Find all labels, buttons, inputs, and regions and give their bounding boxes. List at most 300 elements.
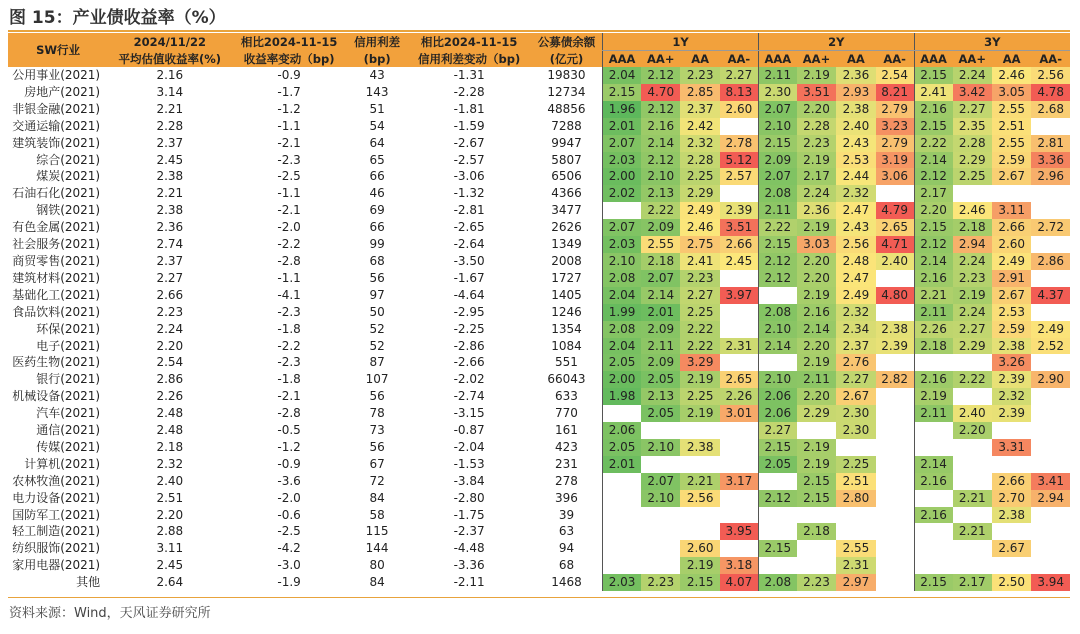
heatmap-cell	[720, 540, 758, 557]
heatmap-cell	[1031, 456, 1070, 473]
yield-cell: 2.88	[156, 524, 184, 539]
yield-change-cell: -2.3	[277, 152, 301, 167]
heatmap-cell	[758, 473, 796, 490]
heatmap-cell: 5.12	[720, 152, 758, 169]
yield-change-cell: -2.2	[277, 338, 301, 353]
balance-cell: 551	[555, 355, 578, 370]
heatmap-cell	[641, 507, 680, 524]
heatmap-cell: 2.55	[992, 101, 1031, 118]
heatmap-cell: 2.20	[797, 253, 836, 270]
yield-change-cell: -1.8	[277, 372, 301, 387]
header-rating: AAA	[603, 51, 641, 68]
heatmap-cell: 2.15	[797, 490, 836, 507]
yield-cell: 2.74	[156, 237, 184, 252]
heatmap-cell: 2.05	[641, 405, 680, 422]
heatmap-cell	[720, 321, 758, 338]
industry-cell: 医药生物(2021)	[12, 355, 101, 370]
heatmap-cell: 2.29	[953, 338, 992, 355]
heatmap-cell: 2.16	[641, 118, 680, 135]
heatmap-cell: 2.14	[758, 338, 796, 355]
heatmap-cell: 2.05	[603, 439, 641, 456]
heatmap-cell: 2.11	[914, 405, 952, 422]
heatmap-cell	[953, 507, 992, 524]
heatmap-cell: 2.22	[953, 371, 992, 388]
spread-cell: 69	[369, 203, 385, 218]
spread-cell: 143	[365, 84, 389, 99]
heatmap-cell: 2.90	[1031, 371, 1070, 388]
industry-cell: 家用电器(2021)	[12, 558, 101, 573]
table-row	[8, 439, 1070, 456]
spread-cell: 46	[369, 186, 385, 201]
heatmap-cell: 2.79	[876, 135, 914, 152]
heatmap-cell	[953, 557, 992, 574]
heatmap-cell	[876, 574, 914, 591]
heatmap-cell: 2.47	[836, 270, 875, 287]
heatmap-cell: 2.08	[603, 321, 641, 338]
heatmap-cell: 2.08	[603, 270, 641, 287]
heatmap-cell: 2.22	[914, 135, 952, 152]
header-spread-top: 信用利差	[347, 33, 408, 51]
spread-change-cell: -2.04	[453, 439, 485, 454]
heatmap-cell: 2.21	[680, 473, 719, 490]
heatmap-cell: 2.10	[758, 321, 796, 338]
heatmap-cell: 2.94	[953, 236, 992, 253]
heatmap-cell: 2.30	[836, 422, 875, 439]
heatmap-cell: 2.78	[720, 135, 758, 152]
heatmap-cell	[680, 507, 719, 524]
spread-cell: 144	[365, 541, 389, 556]
heatmap-cell: 2.40	[953, 405, 992, 422]
heatmap-cell	[1031, 354, 1070, 371]
heatmap-cell: 2.00	[603, 371, 641, 388]
spread-change-cell: -0.87	[453, 423, 485, 438]
yield-cell: 2.20	[156, 507, 184, 522]
yield-cell: 2.51	[156, 490, 184, 505]
header-rating: AA-	[720, 51, 758, 68]
yield-change-cell: -1.9	[277, 575, 301, 590]
heatmap-cell: 2.86	[1031, 253, 1070, 270]
yield-change-cell: -0.9	[277, 456, 301, 471]
industry-cell: 传媒(2021)	[36, 439, 101, 454]
industry-cell: 通信(2021)	[36, 423, 101, 438]
balance-cell: 1349	[551, 237, 582, 252]
balance-cell: 94	[558, 541, 575, 556]
heatmap-cell: 2.28	[680, 152, 719, 169]
heatmap-cell: 2.06	[758, 405, 796, 422]
heatmap-cell	[876, 185, 914, 202]
spread-change-cell: -2.81	[453, 203, 485, 218]
heatmap-cell: 2.04	[603, 338, 641, 355]
heatmap-cell: 2.91	[992, 270, 1031, 287]
spread-change-cell: -3.36	[453, 558, 485, 573]
heatmap-cell: 3.42	[953, 84, 992, 101]
table-row	[8, 185, 1070, 202]
header-group-1y: 1Y	[603, 33, 759, 51]
heatmap-cell: 2.36	[836, 67, 875, 84]
heatmap-cell: 3.31	[992, 439, 1031, 456]
heatmap-cell: 4.71	[876, 236, 914, 253]
heatmap-cell	[1031, 507, 1070, 524]
heatmap-cell	[992, 523, 1031, 540]
heatmap-cell	[914, 540, 952, 557]
heatmap-cell: 2.28	[797, 118, 836, 135]
yield-change-cell: -0.5	[277, 423, 301, 438]
industry-cell: 其他	[76, 575, 101, 590]
table-row	[8, 321, 1070, 338]
heatmap-cell: 2.75	[680, 236, 719, 253]
heatmap-cell	[953, 439, 992, 456]
heatmap-cell: 2.13	[641, 388, 680, 405]
balance-cell: 770	[555, 406, 578, 421]
spread-cell: 43	[369, 68, 385, 82]
heatmap-cell	[914, 523, 952, 540]
table-row	[8, 304, 1070, 321]
heatmap-cell: 2.39	[720, 202, 758, 219]
heatmap-cell: 2.11	[797, 371, 836, 388]
heatmap-cell: 2.07	[758, 168, 796, 185]
spread-change-cell: -1.53	[453, 456, 485, 471]
yield-change-cell: -2.1	[277, 135, 301, 150]
balance-cell: 4366	[551, 186, 582, 201]
heatmap-cell: 2.09	[641, 354, 680, 371]
spread-cell: 66	[369, 169, 385, 184]
spread-change-cell: -3.15	[453, 406, 485, 421]
heatmap-cell: 2.66	[992, 219, 1031, 236]
heatmap-cell	[914, 557, 952, 574]
heatmap-cell: 2.27	[953, 101, 992, 118]
spread-change-cell: -2.67	[453, 135, 485, 150]
heatmap-cell	[876, 270, 914, 287]
heatmap-cell: 3.11	[992, 202, 1031, 219]
header-balance-bot: (亿元)	[531, 51, 603, 68]
heatmap-cell: 3.17	[720, 473, 758, 490]
yield-cell: 2.21	[156, 101, 184, 116]
heatmap-cell: 2.49	[992, 253, 1031, 270]
heatmap-cell: 2.07	[758, 101, 796, 118]
heatmap-cell: 2.19	[797, 354, 836, 371]
heatmap-cell: 2.05	[758, 456, 796, 473]
table-row	[8, 574, 1070, 591]
heatmap-cell: 2.15	[758, 439, 796, 456]
heatmap-cell	[876, 388, 914, 405]
industry-cell: 房地产(2021)	[24, 84, 101, 99]
heatmap-cell: 2.82	[876, 371, 914, 388]
yield-cell: 2.24	[156, 321, 184, 336]
heatmap-cell: 2.20	[797, 270, 836, 287]
heatmap-cell	[836, 523, 875, 540]
heatmap-cell	[641, 456, 680, 473]
heatmap-cell: 2.70	[992, 490, 1031, 507]
industry-cell: 纺织服饰(2021)	[12, 541, 101, 556]
header-spread-chg-bot: 信用利差变动（bp)	[407, 51, 530, 68]
heatmap-cell: 2.23	[680, 270, 719, 287]
heatmap-cell: 2.19	[953, 287, 992, 304]
industry-cell: 机械设备(2021)	[12, 389, 101, 404]
spread-cell: 56	[369, 389, 385, 404]
table-row	[8, 523, 1070, 540]
heatmap-cell: 2.52	[1031, 338, 1070, 355]
heatmap-cell	[992, 422, 1031, 439]
heatmap-cell	[1031, 405, 1070, 422]
heatmap-cell: 2.80	[836, 490, 875, 507]
balance-cell: 63	[558, 524, 575, 539]
heatmap-cell	[1031, 523, 1070, 540]
heatmap-cell: 4.37	[1031, 287, 1070, 304]
heatmap-cell: 2.54	[876, 67, 914, 84]
heatmap-cell: 2.38	[992, 338, 1031, 355]
heatmap-cell: 2.12	[641, 152, 680, 169]
table-row	[8, 507, 1070, 524]
yield-cell: 2.28	[156, 118, 184, 133]
heatmap-cell: 2.55	[641, 236, 680, 253]
yield-cell: 2.36	[156, 220, 184, 235]
heatmap-cell	[876, 456, 914, 473]
header-yield-date: 2024/11/22	[108, 33, 231, 51]
heatmap-cell: 2.07	[641, 473, 680, 490]
industry-cell: 煤炭(2021)	[36, 169, 101, 184]
heatmap-cell: 2.27	[680, 287, 719, 304]
spread-cell: 58	[369, 507, 385, 522]
heatmap-cell: 3.51	[720, 219, 758, 236]
heatmap-cell	[876, 405, 914, 422]
industry-cell: 交通运输(2021)	[12, 118, 101, 133]
yield-change-cell: -4.2	[277, 541, 301, 556]
yield-change-cell: -1.2	[277, 101, 301, 116]
heatmap-cell: 3.18	[720, 557, 758, 574]
heatmap-cell: 2.18	[953, 219, 992, 236]
heatmap-cell	[758, 557, 796, 574]
heatmap-cell: 2.14	[641, 135, 680, 152]
heatmap-cell: 2.11	[758, 202, 796, 219]
heatmap-cell: 2.25	[953, 168, 992, 185]
heatmap-cell	[758, 507, 796, 524]
heatmap-cell: 2.19	[797, 152, 836, 169]
yield-change-cell: -3.6	[277, 473, 301, 488]
heatmap-cell: 2.06	[758, 388, 796, 405]
heatmap-cell	[876, 439, 914, 456]
heatmap-cell: 2.60	[680, 540, 719, 557]
heatmap-cell	[603, 490, 641, 507]
heatmap-cell: 2.22	[641, 202, 680, 219]
heatmap-cell: 2.66	[992, 473, 1031, 490]
heatmap-cell: 2.21	[953, 490, 992, 507]
heatmap-cell: 2.49	[836, 287, 875, 304]
heatmap-cell: 2.56	[836, 236, 875, 253]
heatmap-cell: 2.60	[720, 101, 758, 118]
table-row	[8, 354, 1070, 371]
table-row	[8, 67, 1070, 84]
heatmap-cell: 2.47	[836, 202, 875, 219]
spread-cell: 56	[369, 270, 385, 285]
heatmap-cell: 2.27	[836, 371, 875, 388]
yield-change-cell: -1.2	[277, 439, 301, 454]
heatmap-cell: 2.34	[836, 321, 875, 338]
heatmap-cell: 8.21	[876, 84, 914, 101]
heatmap-cell: 2.68	[1031, 101, 1070, 118]
heatmap-cell	[953, 354, 992, 371]
heatmap-cell: 2.23	[953, 270, 992, 287]
yield-cell: 2.64	[156, 575, 184, 590]
header-group-3y: 3Y	[914, 33, 1070, 51]
yield-change-cell: -2.8	[277, 406, 301, 421]
table-row	[8, 388, 1070, 405]
heatmap-cell: 2.24	[953, 67, 992, 84]
yield-cell: 2.54	[156, 355, 184, 370]
balance-cell: 66043	[547, 372, 586, 387]
heatmap-cell: 2.15	[603, 84, 641, 101]
heatmap-cell	[1031, 118, 1070, 135]
yield-change-cell: -1.7	[277, 84, 301, 99]
heatmap-cell	[1031, 557, 1070, 574]
heatmap-cell	[641, 523, 680, 540]
heatmap-cell: 2.38	[876, 321, 914, 338]
balance-cell: 19830	[547, 68, 586, 82]
heatmap-cell: 2.23	[680, 67, 719, 84]
balance-cell: 5807	[551, 152, 582, 167]
heatmap-cell: 2.46	[992, 67, 1031, 84]
heatmap-cell: 2.59	[992, 152, 1031, 169]
heatmap-cell: 2.49	[680, 202, 719, 219]
heatmap-cell: 1.96	[603, 101, 641, 118]
yield-cell: 2.26	[156, 389, 184, 404]
heatmap-cell	[1031, 236, 1070, 253]
industry-cell: 有色金属(2021)	[12, 220, 101, 235]
header-spread-bot: (bp)	[347, 51, 408, 68]
heatmap-cell	[603, 557, 641, 574]
heatmap-cell	[1031, 304, 1070, 321]
heatmap-cell: 2.11	[641, 338, 680, 355]
heatmap-cell: 2.31	[836, 557, 875, 574]
table-row	[8, 152, 1070, 169]
balance-cell: 1354	[551, 321, 582, 336]
yield-cell: 2.18	[156, 439, 184, 454]
spread-cell: 52	[369, 321, 385, 336]
heatmap-cell	[953, 388, 992, 405]
yield-cell: 3.14	[156, 84, 184, 99]
heatmap-cell	[1031, 270, 1070, 287]
heatmap-cell: 4.78	[1031, 84, 1070, 101]
industry-cell: 食品饮料(2021)	[12, 304, 101, 319]
heatmap-cell: 2.18	[641, 253, 680, 270]
heatmap-cell	[758, 287, 796, 304]
yield-cell: 2.38	[156, 203, 184, 218]
heatmap-cell	[720, 304, 758, 321]
heatmap-cell: 2.41	[914, 84, 952, 101]
heatmap-cell: 2.02	[603, 185, 641, 202]
heatmap-cell: 2.94	[1031, 490, 1070, 507]
heatmap-cell: 2.32	[836, 304, 875, 321]
heatmap-cell: 2.79	[876, 101, 914, 118]
heatmap-cell: 2.27	[720, 67, 758, 84]
heatmap-cell: 2.53	[836, 152, 875, 169]
heatmap-cell: 2.59	[992, 321, 1031, 338]
spread-cell: 65	[369, 152, 385, 167]
spread-cell: 52	[369, 338, 385, 353]
industry-cell: 商贸零售(2021)	[12, 253, 101, 268]
spread-cell: 64	[369, 135, 385, 150]
yield-cell: 2.37	[156, 253, 184, 268]
heatmap-cell: 2.05	[641, 371, 680, 388]
table-row	[8, 253, 1070, 270]
heatmap-cell	[797, 557, 836, 574]
heatmap-cell: 2.10	[641, 439, 680, 456]
heatmap-cell: 2.28	[953, 135, 992, 152]
heatmap-cell: 4.07	[720, 574, 758, 591]
heatmap-cell: 2.15	[797, 473, 836, 490]
spread-cell: 80	[369, 558, 385, 573]
heatmap-cell: 2.09	[758, 152, 796, 169]
heatmap-cell: 2.12	[641, 67, 680, 84]
heatmap-cell	[641, 422, 680, 439]
table-row	[8, 219, 1070, 236]
heatmap-cell: 2.07	[641, 270, 680, 287]
spread-change-cell: -1.75	[453, 507, 485, 522]
header-rating: AA	[992, 51, 1031, 68]
heatmap-cell	[720, 270, 758, 287]
balance-cell: 1727	[551, 270, 582, 285]
yield-cell: 2.45	[156, 558, 184, 573]
heatmap-cell	[797, 540, 836, 557]
heatmap-cell: 2.67	[992, 287, 1031, 304]
heatmap-cell: 2.27	[953, 321, 992, 338]
heatmap-cell: 2.16	[914, 473, 952, 490]
heatmap-cell	[720, 118, 758, 135]
heatmap-cell	[953, 540, 992, 557]
yield-cell: 2.48	[156, 406, 184, 421]
heatmap-cell	[720, 456, 758, 473]
heatmap-cell: 2.26	[914, 321, 952, 338]
yield-change-cell: -3.0	[277, 558, 301, 573]
industry-cell: 银行(2021)	[36, 372, 101, 387]
heatmap-cell: 2.23	[641, 574, 680, 591]
spread-change-cell: -2.74	[453, 389, 485, 404]
heatmap-cell	[603, 523, 641, 540]
heatmap-cell: 2.50	[992, 574, 1031, 591]
heatmap-cell	[603, 540, 641, 557]
spread-change-cell: -4.48	[453, 541, 485, 556]
spread-change-cell: -2.37	[453, 524, 485, 539]
heatmap-cell: 2.10	[603, 253, 641, 270]
heatmap-cell	[992, 456, 1031, 473]
heatmap-cell: 2.14	[914, 456, 952, 473]
industry-cell: 公用事业(2021)	[12, 68, 101, 82]
yield-change-cell: -2.5	[277, 524, 301, 539]
heatmap-cell: 2.38	[992, 507, 1031, 524]
heatmap-cell: 2.41	[680, 253, 719, 270]
spread-change-cell: -2.25	[453, 321, 485, 336]
heatmap-cell: 2.93	[836, 84, 875, 101]
heatmap-cell: 3.51	[797, 84, 836, 101]
heatmap-cell: 2.21	[953, 523, 992, 540]
heatmap-cell: 2.24	[953, 304, 992, 321]
balance-cell: 12734	[547, 84, 586, 99]
table-row	[8, 168, 1070, 185]
heatmap-cell: 2.40	[876, 253, 914, 270]
bottom-rule	[8, 597, 1070, 598]
heatmap-cell	[1031, 439, 1070, 456]
yield-change-cell: -2.3	[277, 355, 301, 370]
balance-cell: 2008	[551, 253, 582, 268]
spread-cell: 87	[369, 355, 385, 370]
heatmap-cell: 2.32	[836, 185, 875, 202]
yield-change-cell: -1.8	[277, 321, 301, 336]
heatmap-cell	[641, 540, 680, 557]
balance-cell: 396	[555, 490, 578, 505]
balance-cell: 1468	[551, 575, 582, 590]
spread-cell: 68	[369, 253, 385, 268]
industry-cell: 国防军工(2021)	[12, 507, 101, 522]
heatmap-cell	[876, 304, 914, 321]
